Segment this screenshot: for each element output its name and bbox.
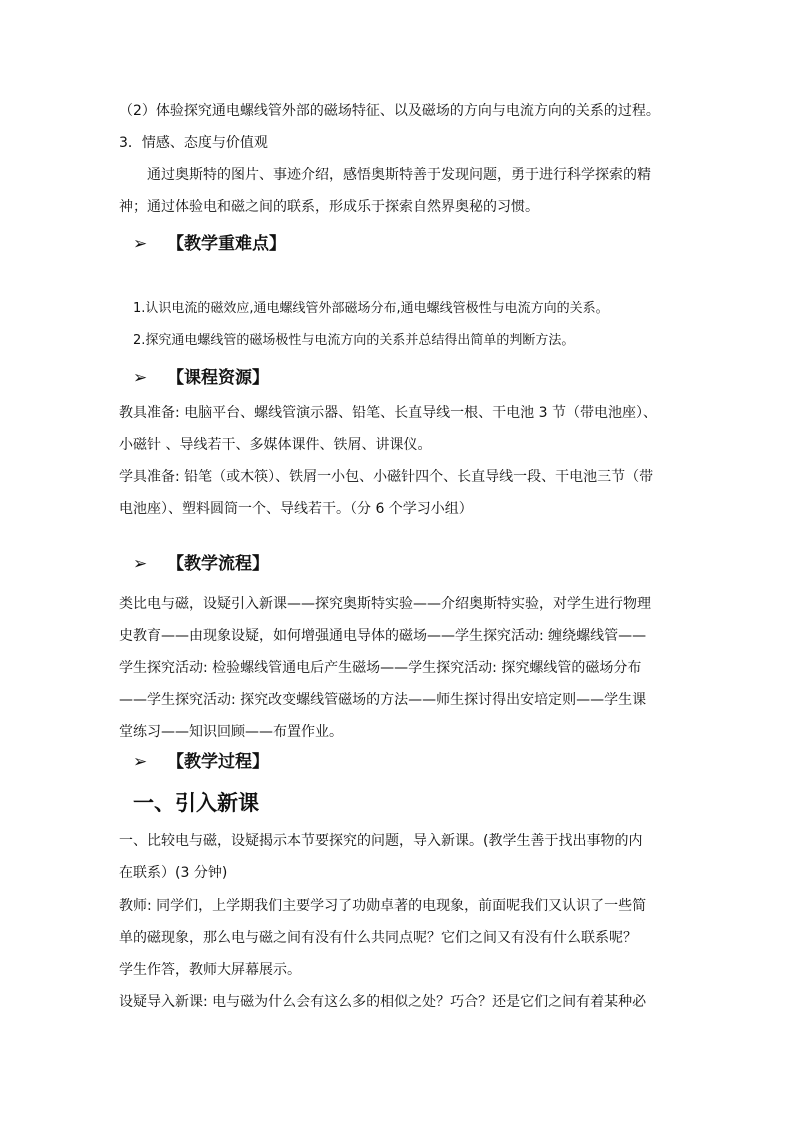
heading-flow-label: 【教学流程】 <box>167 554 269 574</box>
teacher-materials-line-1: 教具准备: 电脑平台、螺线管演示器、铅笔、长直导线一根、干电池 3 节（带电池座）、 <box>119 405 657 421</box>
flow-line-2: 史教育——由现象设疑，如何增强通电导体的磁场——学生探究活动: 缠绕螺线管—— <box>119 628 647 644</box>
heading-resources-label: 【课程资源】 <box>167 368 269 388</box>
process-step-1-line-1: 一、比较电与磁，设疑揭示本节要探究的问题，导入新课。(教学生善于找出事物的内 <box>119 833 643 849</box>
teacher-speech-line-2: 单的磁现象，那么电与磁之间有没有什么共同点呢？它们之间又有没有什么联系呢？ <box>119 930 637 946</box>
arrow-bullet-icon: ➢ <box>133 234 148 254</box>
heading-key-points <box>133 232 286 256</box>
student-materials-line-2: 电池座）、塑料圆筒一个、导线若干。（分 6 个学习小组） <box>119 501 473 517</box>
flow-line-4: ——学生探究活动: 探究改变螺线管磁场的方法——师生探讨得出安培定则——学生课 <box>119 692 647 708</box>
objective-line-2: （2）体验探究通电螺线管外部的磁场特征、以及磁场的方向与电流方向的关系的过程。 <box>119 103 660 119</box>
lead-in-line: 设疑导入新课: 电与磁为什么会有这么多的相似之处？巧合？还是它们之间有着某种必 <box>119 994 647 1010</box>
flow-line-3: 学生探究活动: 检验螺线管通电后产生磁场——学生探究活动: 探究螺线管的磁场分布 <box>119 660 642 676</box>
flow-line-1: 类比电与磁，设疑引入新课——探究奥斯特实验——介绍奥斯特实验，对学生进行物理 <box>119 596 651 612</box>
objective-item-3-paragraph-2: 神；通过体验电和磁之间的联系，形成乐于探索自然界奥秘的习惯。 <box>119 199 539 215</box>
process-step-1-line-2: 在联系）(3 分钟) <box>119 865 228 881</box>
heading-flow <box>133 552 269 576</box>
heading-key-points-label: 【教学重难点】 <box>167 234 286 254</box>
heading-resources <box>133 366 269 390</box>
objective-item-3-paragraph-1: 通过奥斯特的图片、事迹介绍，感悟奥斯特善于发现问题，勇于进行科学探索的精 <box>147 167 651 183</box>
section-1-title: 一、引入新课 <box>133 791 259 815</box>
objective-item-3-title: 3．情感、态度与价值观 <box>119 135 268 151</box>
student-answer-line: 学生作答，教师大屏幕展示。 <box>119 962 301 978</box>
heading-process-label: 【教学过程】 <box>167 752 269 772</box>
teacher-materials-line-2: 小磁针 、导线若干、多媒体课件、铁屑、讲课仪。 <box>119 437 432 453</box>
student-materials-line-1: 学具准备: 铅笔（或木筷）、铁屑一小包、小磁针四个、长直导线一段、干电池三节（带 <box>119 469 654 485</box>
teacher-speech-line-1: 教师: 同学们，上学期我们主要学习了功勋卓著的电现象，前面呢我们又认识了一些简 <box>119 898 647 914</box>
heading-process <box>133 750 269 774</box>
key-point-2: 2.探究通电螺线管的磁场极性与电流方向的关系并总结得出简单的判断方法。 <box>133 333 575 348</box>
arrow-bullet-icon: ➢ <box>133 554 148 574</box>
flow-line-5: 堂练习——知识回顾——布置作业。 <box>119 724 343 740</box>
arrow-bullet-icon: ➢ <box>133 368 148 388</box>
arrow-bullet-icon: ➢ <box>133 752 148 772</box>
key-point-1: 1.认识电流的磁效应,通电螺线管外部磁场分布,通电螺线管极性与电流方向的关系。 <box>133 301 609 316</box>
